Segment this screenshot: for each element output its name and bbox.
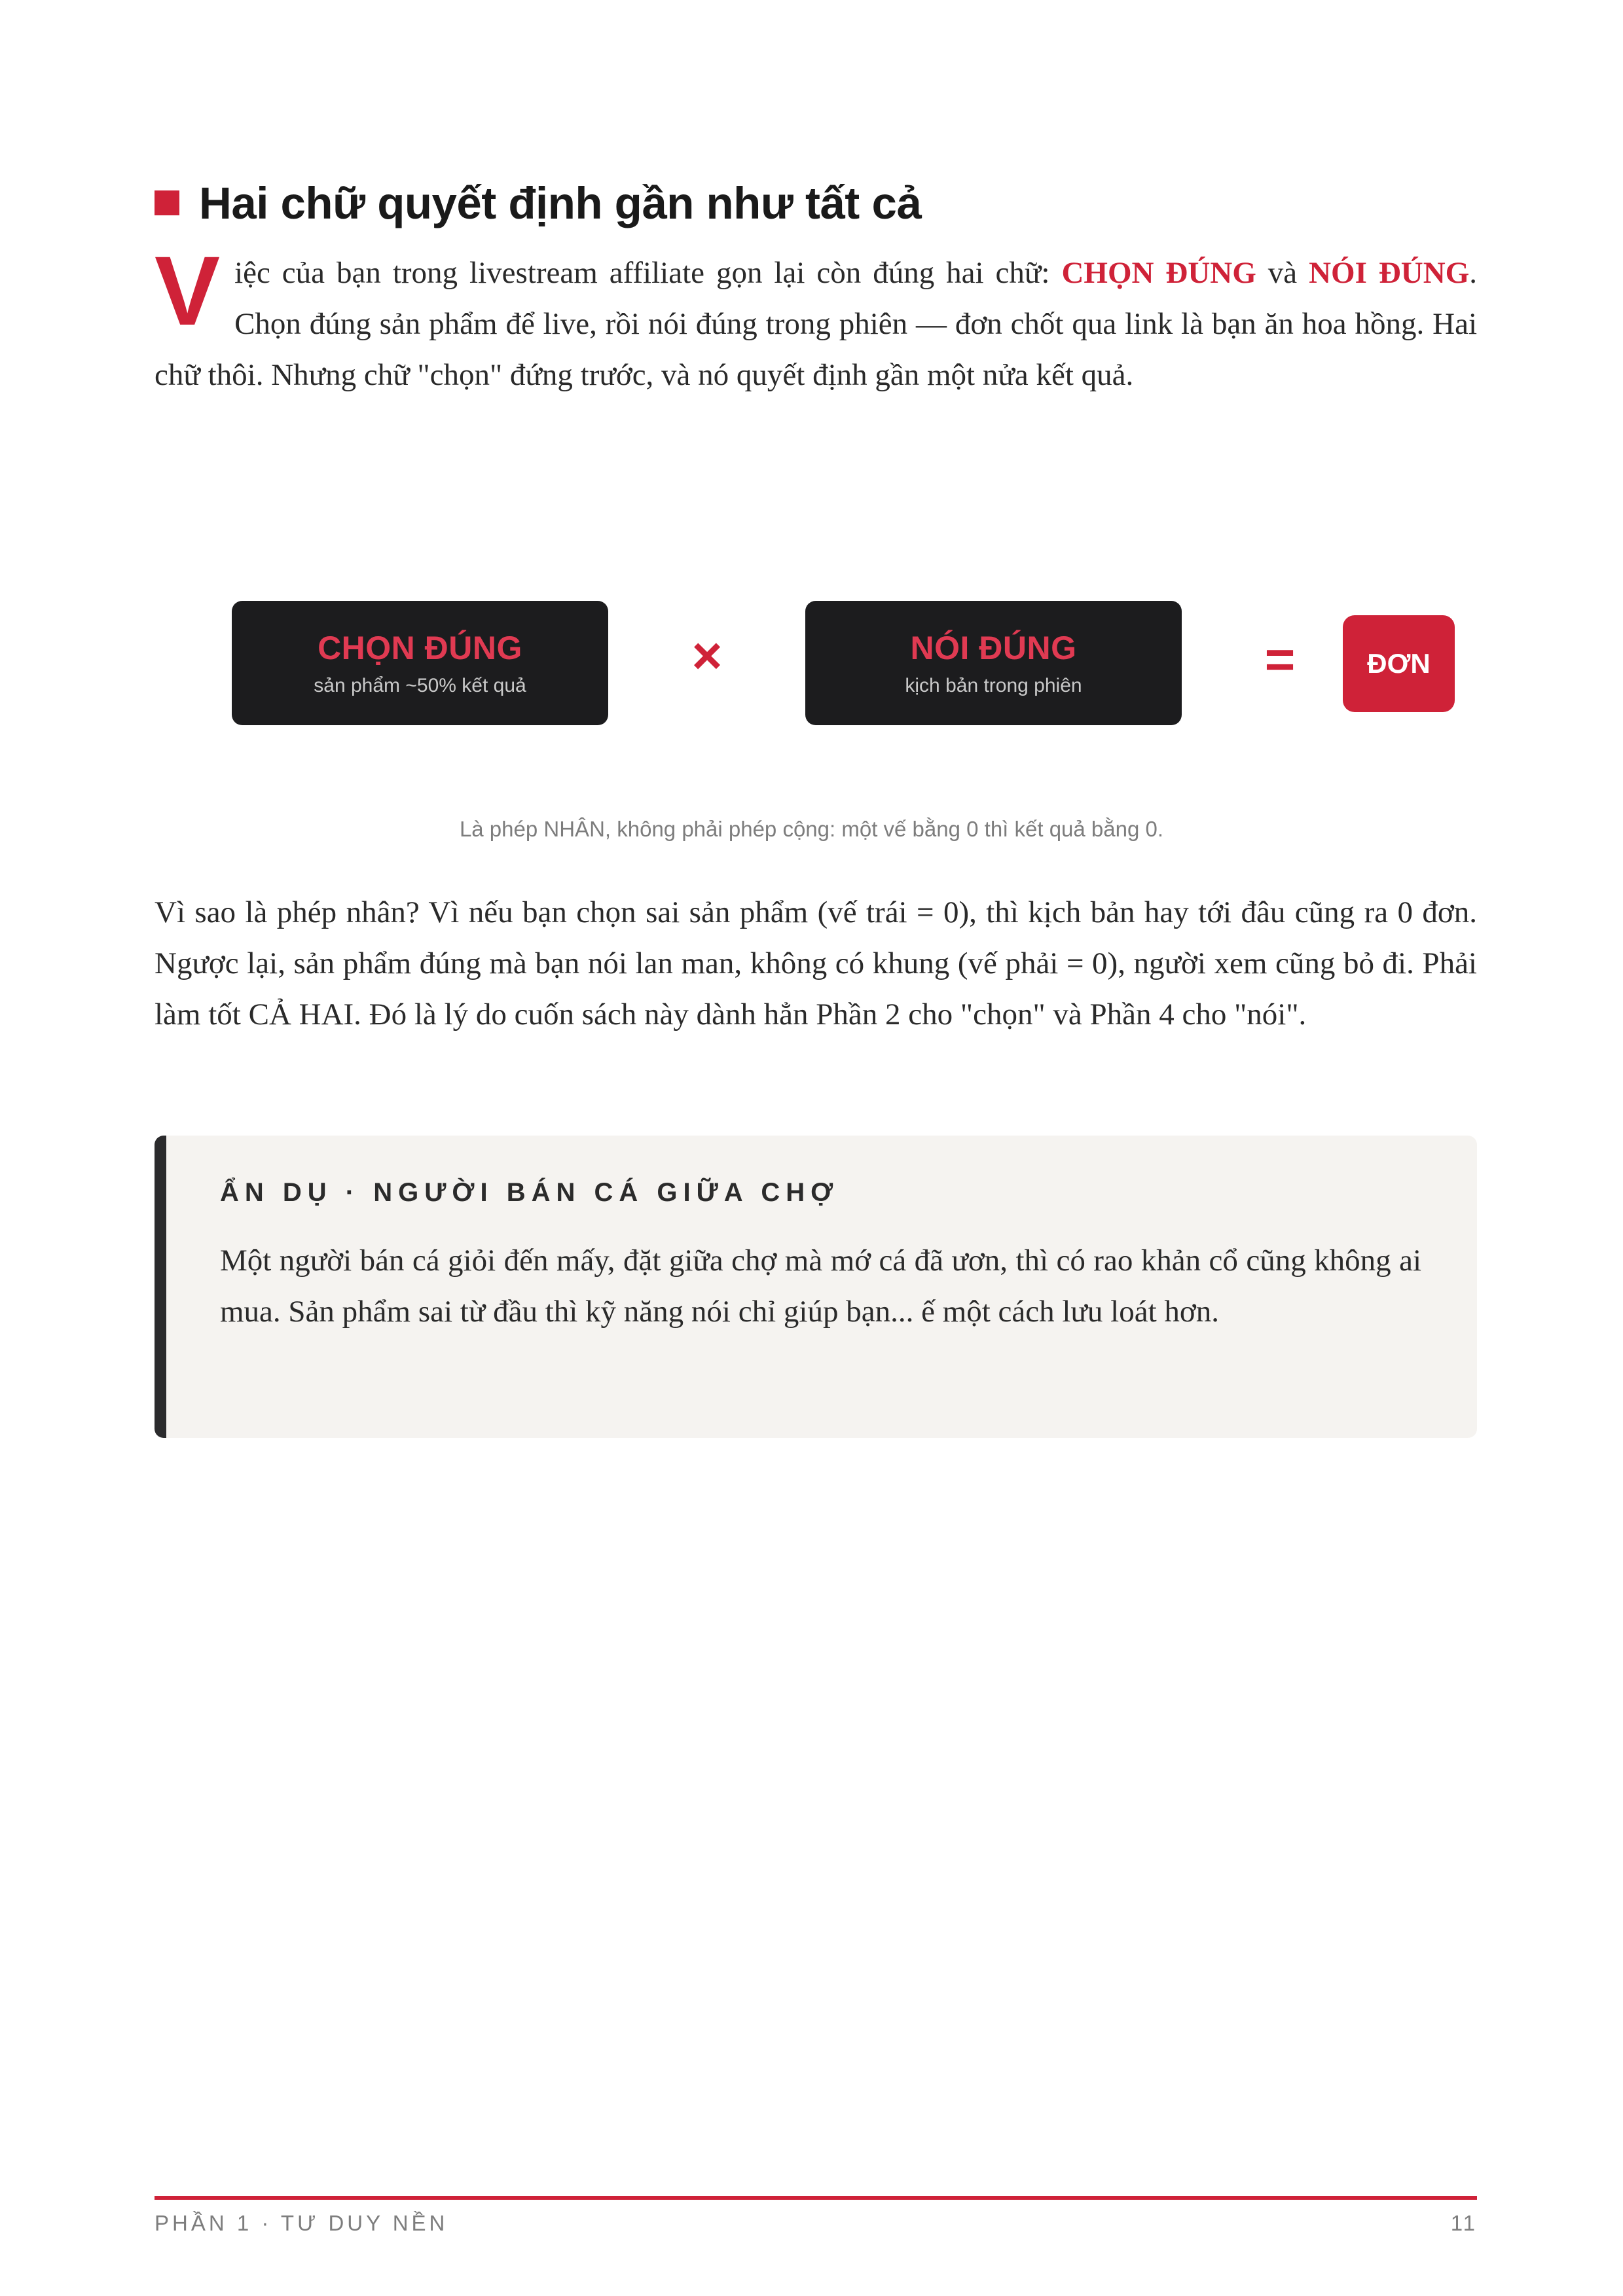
section-title: Hai chữ quyết định gần như tất cả xyxy=(199,177,922,228)
page-number: 11 xyxy=(1450,2211,1477,2235)
equals-operator: = xyxy=(1264,630,1296,689)
footer-rule xyxy=(155,2196,1477,2200)
formula-box-subtitle: kịch bản trong phiên xyxy=(905,675,1082,696)
heading-square-marker xyxy=(155,190,179,215)
section-heading xyxy=(155,167,921,239)
formula-box-noi-dung xyxy=(805,601,1182,725)
formula-box-title: NÓI ĐÚNG xyxy=(910,630,1077,666)
callout-body: Một người bán cá giỏi đến mấy, đặt giữa chợ mà mớ cá đã ươn, thì có rao khản cổ cũng không ai mua. Sản phẩm sai từ đầu thì kỹ năng nói chỉ giúp bạn... ế một cách lưu loát hơn. xyxy=(220,1244,1421,1329)
footer-section-label: PHẦN 1 · TƯ DUY NỀN xyxy=(155,2211,448,2235)
formula-box-subtitle: sản phẩm ~50% kết quả xyxy=(314,675,526,696)
body-paragraph: Vì sao là phép nhân? Vì nếu bạn chọn sai sản phẩm (vế trái = 0), thì kịch bản hay tới đâu cũng ra 0 đơn. Ngược lại, sản phẩm đúng mà bạn nói lan man, không có khung (vế phải = 0), người xem cũng bỏ đi. Phải làm tốt CẢ HAI. Đó là lý do cuốn sách này dành hẳn Phần 2 cho "chọn" và Phần 4 cho "nói". xyxy=(155,895,1477,1031)
times-operator: × xyxy=(691,626,723,685)
intro-text-1: iệc của bạn trong livestream affiliate gọn lại còn đúng hai chữ: xyxy=(234,256,1062,290)
intro-paragraph xyxy=(155,236,1477,401)
callout-label: ẨN DỤ · NGƯỜI BÁN CÁ GIỮA CHỢ xyxy=(220,1178,839,1207)
highlight-chon-dung: CHỌN ĐÚNG xyxy=(1061,256,1256,290)
drop-cap: V xyxy=(155,236,221,346)
formula-result-badge: ĐƠN xyxy=(1343,615,1455,712)
callout-accent-bar xyxy=(155,1136,166,1438)
formula-box-title: CHỌN ĐÚNG xyxy=(318,630,522,666)
highlight-noi-dung: NÓI ĐÚNG xyxy=(1309,256,1470,290)
metaphor-callout xyxy=(155,1136,1477,1438)
formula-box-chon-dung xyxy=(232,601,608,725)
formula-caption: Là phép NHÂN, không phải phép cộng: một vế bằng 0 thì kết quả bằng 0. xyxy=(459,817,1164,841)
intro-text-2: và xyxy=(1256,256,1309,290)
intro-text-3: . Chọn đúng sản phẩm để live, rồi nói đúng trong phiên — đơn chốt qua link là bạn ăn hoa hồng. Hai chữ thôi. Nhưng chữ "chọn" đứng trước, và nó quyết định gần một nửa kết quả. xyxy=(155,256,1477,392)
